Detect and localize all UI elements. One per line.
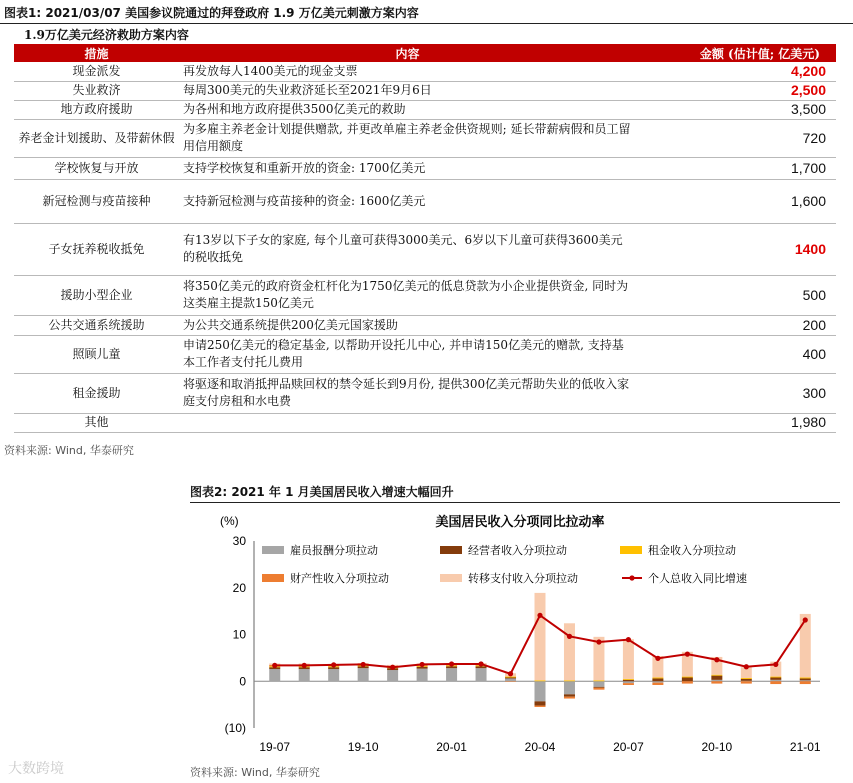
bar-segment	[623, 680, 634, 681]
content-cell: 支持学校恢复和重新开放的资金: 1700亿美元	[179, 157, 636, 179]
bar-segment	[299, 669, 310, 681]
bar-segment	[505, 681, 516, 682]
table-row	[14, 157, 836, 179]
bar-segment	[387, 670, 398, 681]
bar-segment	[535, 701, 546, 705]
bar-segment	[770, 680, 781, 681]
total-income-point	[596, 639, 601, 644]
total-income-point	[272, 663, 277, 668]
legend-label: 转移支付收入分项拉动	[468, 573, 578, 585]
legend-swatch	[262, 546, 284, 554]
bar-segment	[417, 669, 428, 682]
bar-segment	[505, 678, 516, 679]
total-income-point	[508, 671, 513, 676]
bar-segment	[564, 697, 575, 699]
legend-swatch	[440, 574, 462, 582]
legend-swatch	[620, 546, 642, 554]
measure-cell: 学校恢复与开放	[14, 157, 179, 179]
bar-segment	[593, 687, 604, 688]
legend-label: 个人总收入同比增速	[648, 573, 747, 585]
table-row	[14, 223, 836, 275]
amount-cell: 1400	[636, 223, 836, 275]
table-row	[14, 315, 836, 335]
measure-cell: 现金派发	[14, 62, 179, 81]
figure2-source: 资料来源: Wind, 华泰研究	[190, 766, 320, 779]
content-cell: 为公共交通系统提供200亿美元国家援助	[179, 315, 636, 335]
bar-segment	[682, 681, 693, 683]
bar-segment	[770, 681, 781, 684]
bar-segment	[269, 669, 280, 681]
amount-cell: 1,600	[636, 179, 836, 223]
table-row	[14, 335, 836, 373]
chart-title: 美国居民收入分项同比拉动率	[435, 514, 605, 529]
bar-segment	[564, 623, 575, 680]
total-income-point	[744, 664, 749, 669]
table-row	[14, 179, 836, 223]
stimulus-table-section	[14, 26, 836, 433]
bar-segment	[800, 678, 811, 680]
x-tick-label: 20-04	[524, 740, 556, 754]
y-tick-label: 30	[232, 534, 246, 548]
measure-cell: 其他	[14, 413, 179, 432]
bar-segment	[711, 676, 722, 680]
measure-cell: 失业救济	[14, 81, 179, 100]
bar-segment	[505, 677, 516, 678]
content-cell	[179, 413, 636, 432]
amount-cell: 4,200	[636, 62, 836, 81]
y-tick-label: 20	[232, 580, 246, 595]
x-tick-label: 21-01	[789, 740, 821, 754]
measure-cell: 租金援助	[14, 373, 179, 413]
bar-segment	[564, 681, 575, 694]
amount-cell: 720	[636, 119, 836, 157]
total-income-point	[655, 656, 660, 661]
bar-segment	[417, 667, 428, 669]
bar-segment	[682, 678, 693, 682]
stimulus-table	[14, 44, 836, 433]
bar-segment	[711, 675, 722, 676]
table-row	[14, 100, 836, 119]
bar-segment	[535, 593, 546, 680]
table-row	[14, 62, 836, 81]
y-tick-label: 0	[239, 674, 246, 689]
total-income-point	[714, 657, 719, 662]
bar-segment	[652, 678, 663, 679]
bar-segment	[623, 639, 634, 679]
bar-segment	[476, 668, 487, 681]
y-tick-label: (10)	[224, 721, 246, 735]
bar-segment	[328, 667, 339, 669]
figure1-title: 2021/03/07 美国参议院通过的拜登政府 1.9 万亿美元刺激方案内容	[45, 6, 419, 20]
bar-segment	[623, 681, 634, 683]
amount-cell: 200	[636, 315, 836, 335]
measure-cell: 照顾儿童	[14, 335, 179, 373]
bar-segment	[770, 677, 781, 678]
bar-segment	[652, 681, 663, 682]
content-cell: 每周300美元的失业救济延长至2021年9月6日	[179, 81, 636, 100]
total-income-point	[537, 613, 542, 618]
bar-segment	[652, 678, 663, 681]
total-income-point	[567, 634, 572, 639]
total-income-point	[449, 661, 454, 666]
total-income-point	[773, 662, 778, 667]
legend-label: 财产性收入分项拉动	[290, 573, 389, 585]
bar-segment	[535, 706, 546, 707]
x-tick-label: 19-10	[347, 740, 379, 754]
measure-cell: 养老金计划援助、及带薪休假	[14, 119, 179, 157]
measure-cell: 新冠检测与疫苗接种	[14, 179, 179, 223]
bar-segment	[682, 677, 693, 678]
y-axis-unit: (%)	[220, 514, 239, 528]
header-measure: 措施	[14, 44, 179, 62]
table-title: 1.9万亿美元经济救助方案内容	[24, 28, 189, 42]
x-tick-label: 19-07	[259, 740, 291, 754]
bar-segment	[446, 666, 457, 668]
bar-segment	[652, 683, 663, 685]
bar-segment	[623, 679, 634, 680]
content-cell: 为多雇主养老金计划提供赠款, 并更改单雇主养老金供资规则; 延长带薪病假和员工留用信用额度	[179, 119, 636, 157]
total-income-point	[302, 663, 307, 668]
bar-segment	[711, 680, 722, 681]
bar-segment	[800, 614, 811, 678]
bar-segment	[593, 681, 604, 687]
x-tick-label: 20-01	[436, 740, 467, 754]
bar-segment	[623, 683, 634, 685]
bar-segment	[800, 680, 811, 681]
bar-segment	[535, 681, 546, 701]
legend-marker	[629, 575, 634, 580]
total-income-point	[390, 665, 395, 670]
amount-cell: 1,700	[636, 157, 836, 179]
bar-segment	[593, 680, 604, 681]
bar-segment	[741, 681, 752, 682]
total-income-point	[803, 617, 808, 622]
bar-segment	[800, 678, 811, 679]
total-income-point	[685, 652, 690, 657]
bar-segment	[800, 681, 811, 684]
bar-segment	[535, 680, 546, 681]
income-chart	[190, 502, 840, 765]
amount-cell: 400	[636, 335, 836, 373]
bar-segment	[505, 678, 516, 681]
measure-cell: 地方政府援助	[14, 100, 179, 119]
table-row	[14, 119, 836, 157]
bar-segment	[358, 668, 369, 681]
bar-segment	[770, 678, 781, 680]
legend-swatch	[440, 546, 462, 554]
figure1-source: 资料来源: Wind, 华泰研究	[4, 444, 134, 457]
bar-segment	[328, 669, 339, 681]
x-tick-label: 20-07	[613, 740, 644, 754]
bar-segment	[741, 681, 752, 683]
amount-cell: 300	[636, 373, 836, 413]
figure2-label: 图表2:	[190, 485, 228, 499]
legend-label: 经营者收入分项拉动	[468, 545, 567, 557]
legend-swatch	[262, 574, 284, 582]
total-income-point	[331, 662, 336, 667]
figure2-title: 2021 年 1 月美国居民收入增速大幅回升	[231, 485, 454, 499]
income-chart-svg	[190, 503, 840, 765]
legend-label: 租金收入分项拉动	[648, 545, 736, 557]
amount-cell: 2,500	[636, 81, 836, 100]
measure-cell: 援助小型企业	[14, 275, 179, 315]
y-tick-label: 10	[232, 627, 246, 642]
table-row	[14, 275, 836, 315]
bar-segment	[593, 688, 604, 690]
table-row	[14, 413, 836, 432]
total-income-point	[478, 661, 483, 666]
measure-cell: 公共交通系统援助	[14, 315, 179, 335]
bar-segment	[741, 678, 752, 679]
amount-cell: 500	[636, 275, 836, 315]
table-row	[14, 373, 836, 413]
measure-cell: 子女抚养税收抵免	[14, 223, 179, 275]
figure1-label: 图表1:	[4, 6, 42, 20]
header-content: 内容	[179, 44, 636, 62]
bar-segment	[741, 679, 752, 681]
bar-segment	[476, 666, 487, 668]
content-cell: 为各州和地方政府提供3500亿美元的救助	[179, 100, 636, 119]
figure2-header	[0, 482, 853, 502]
content-cell: 申请250亿美元的稳定基金, 以帮助开设托儿中心, 并申请150亿美元的赠款, 支持基本工作者支付托儿费用	[179, 335, 636, 373]
legend-label: 雇员报酬分项拉动	[290, 545, 378, 557]
amount-cell: 3,500	[636, 100, 836, 119]
bar-segment	[564, 694, 575, 696]
watermark-logo: 大数跨境	[8, 761, 64, 777]
content-cell: 再发放每人1400美元的现金支票	[179, 62, 636, 81]
table-header-row	[14, 44, 836, 62]
content-cell: 将驱逐和取消抵押品赎回权的禁令延长到9月份, 提供300亿美元帮助失业的低收入家庭支付房租和水电费	[179, 373, 636, 413]
content-cell: 有13岁以下子女的家庭, 每个儿童可获得3000美元、6岁以下儿童可获得3600美元的税收抵免	[179, 223, 636, 275]
bar-segment	[564, 680, 575, 681]
total-income-point	[420, 662, 425, 667]
bar-segment	[446, 668, 457, 681]
x-tick-label: 20-10	[701, 740, 733, 754]
amount-cell: 1,980	[636, 413, 836, 432]
total-income-point	[361, 662, 366, 667]
content-cell: 将350亿美元的政府资金杠杆化为1750亿美元的低息贷款为小企业提供资金, 同时为这类雇主提款150亿美元	[179, 275, 636, 315]
figure1-header	[0, 3, 853, 24]
total-income-point	[626, 637, 631, 642]
header-amount: 金额 (估计值; 亿美元)	[636, 44, 836, 62]
content-cell: 支持新冠检测与疫苗接种的资金: 1600亿美元	[179, 179, 636, 223]
table-row	[14, 81, 836, 100]
bar-segment	[711, 681, 722, 683]
